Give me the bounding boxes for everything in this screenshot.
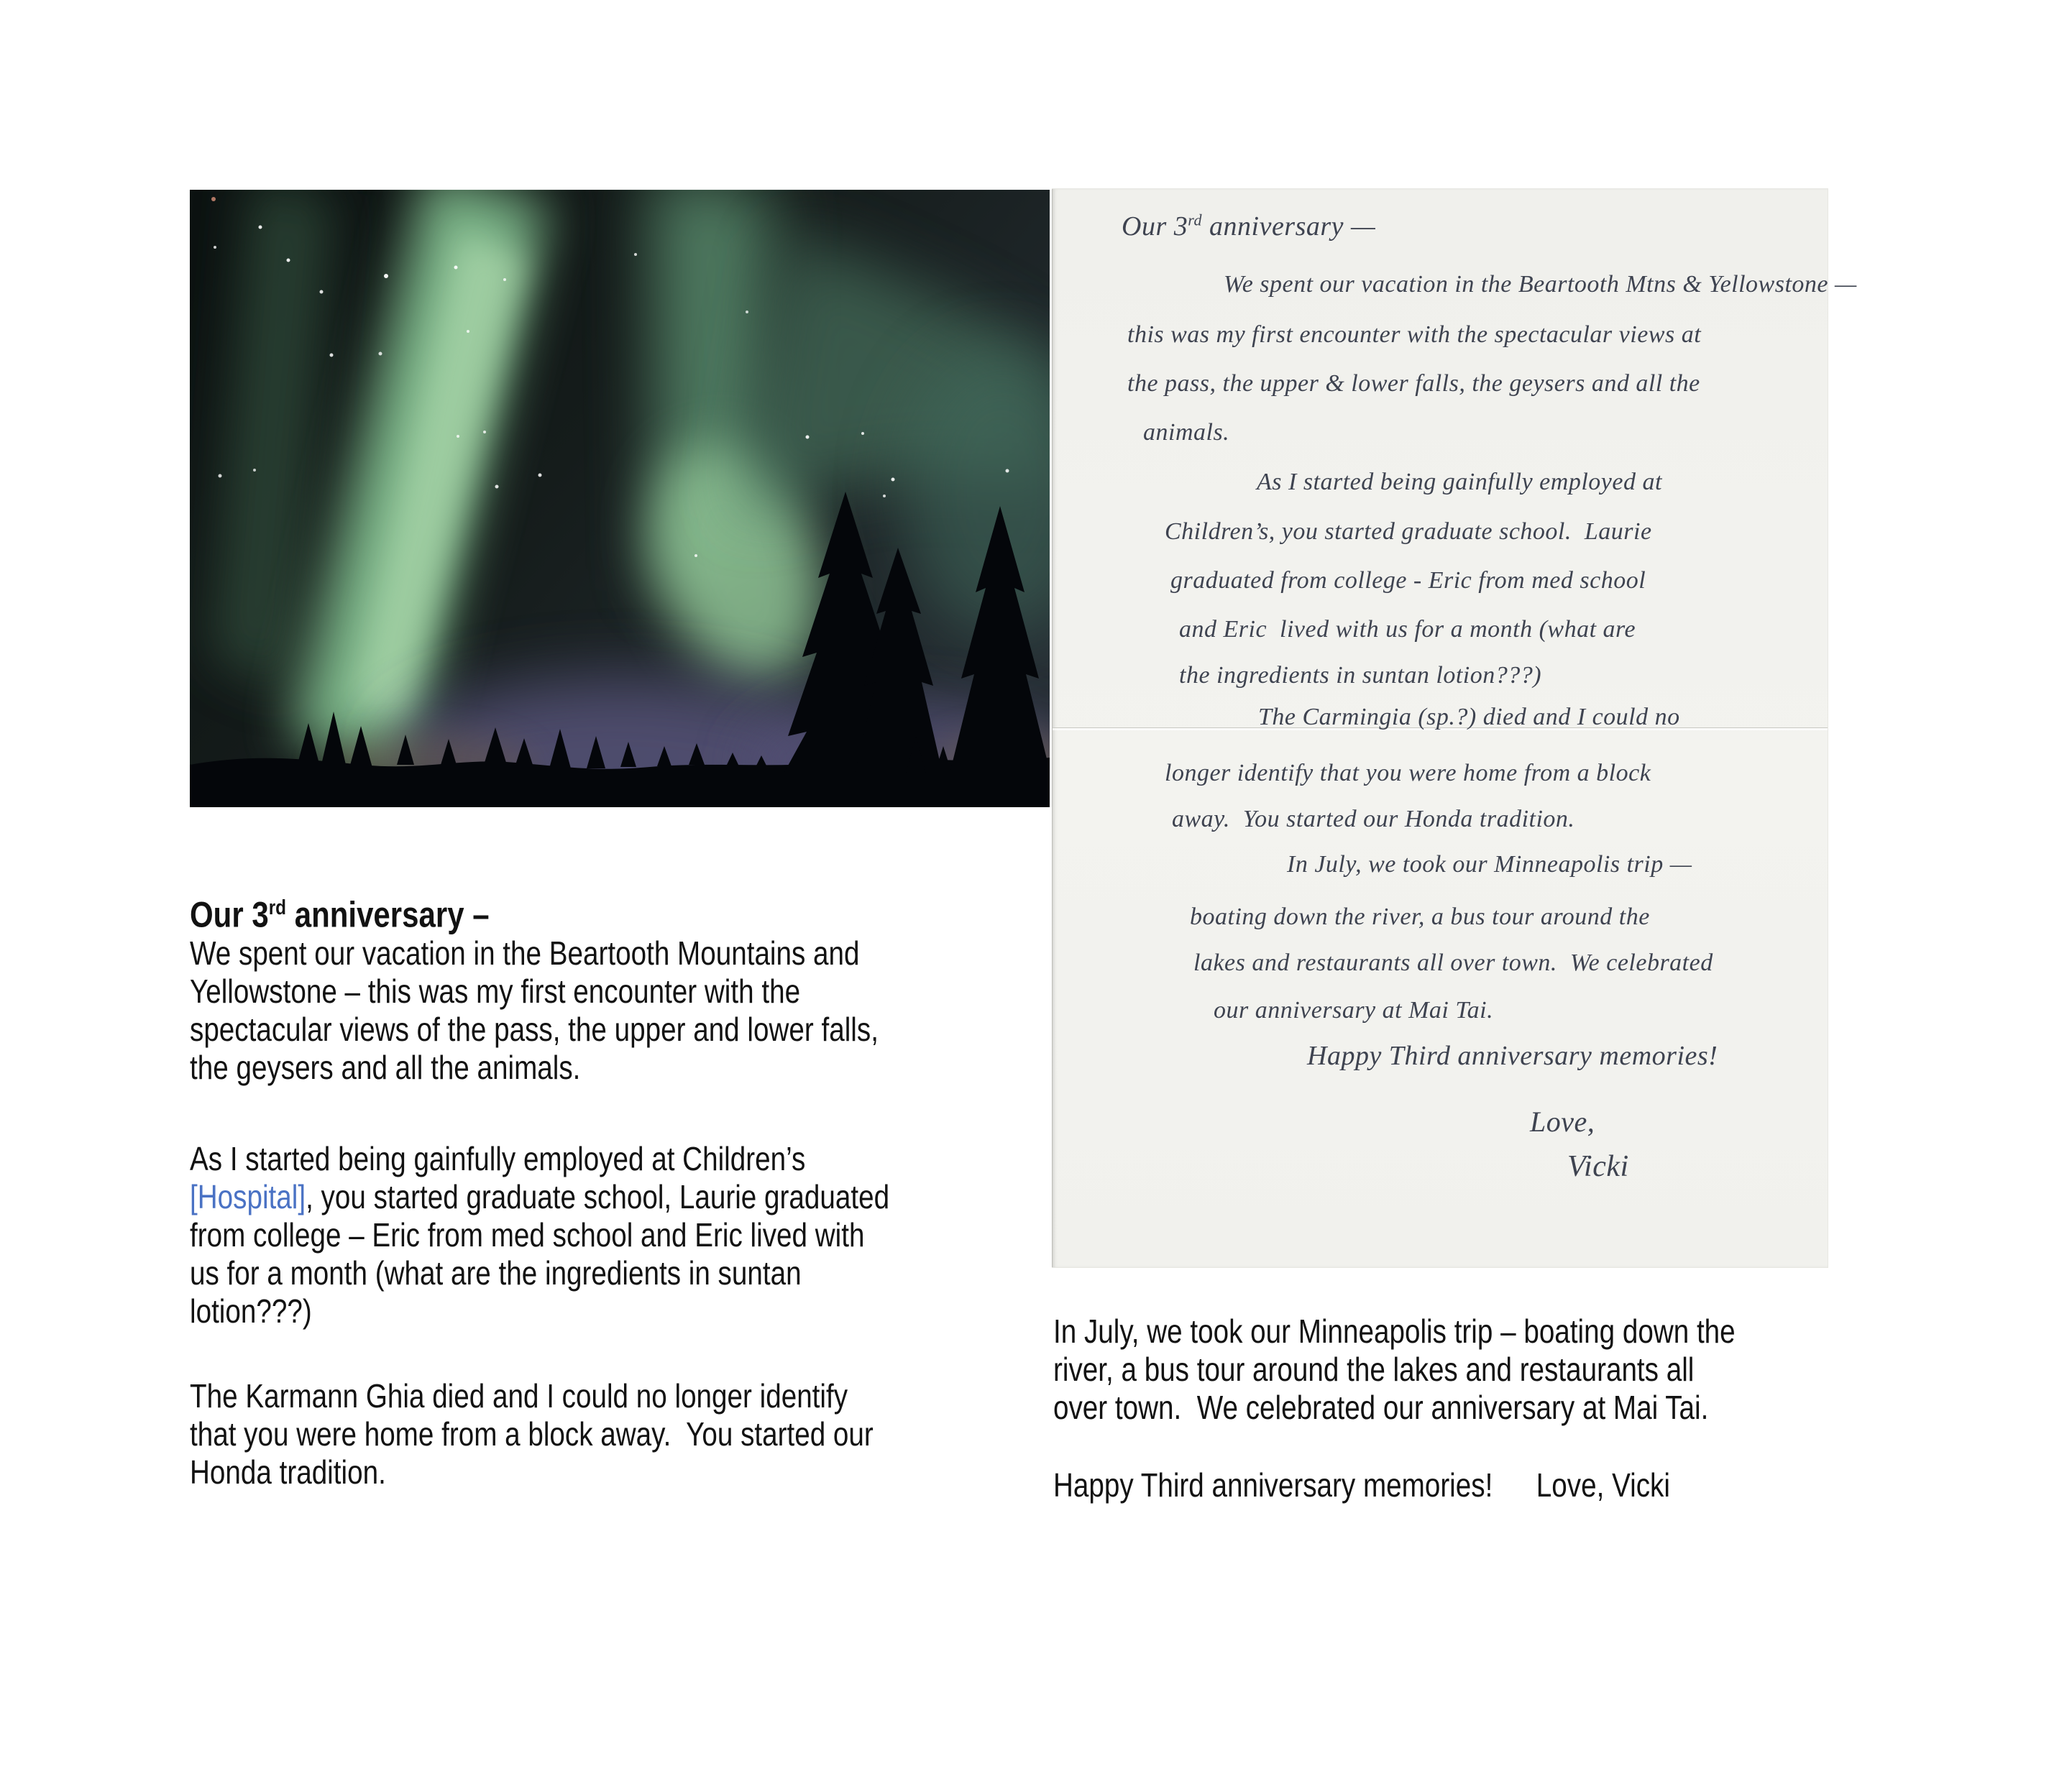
note-line: Children’s, you started graduate school. Laurie	[1165, 518, 1652, 545]
caption-title-pre: Our 3	[190, 894, 269, 935]
note-line: and Eric lived with us for a month (what are	[1179, 616, 1636, 643]
caption-p1-line: spectacular views of the pass, the upper and lower falls,	[190, 1011, 879, 1048]
note-line: We spent our vacation in the Beartooth Mtns & Yellowstone —	[1224, 271, 1857, 298]
caption-paragraph-1	[190, 934, 879, 1087]
right-paragraph-line: In July, we took our Minneapolis trip – boating down the	[1053, 1313, 1736, 1350]
right-closing-line	[1053, 1466, 1670, 1504]
right-paragraph	[1053, 1313, 1736, 1427]
note-signature: Vicki	[1567, 1150, 1629, 1183]
note-line: graduated from college - Eric from med school	[1170, 567, 1646, 594]
note-title-pre: Our 3	[1122, 211, 1188, 242]
note-line: The Carmingia (sp.?) died and I could no	[1258, 704, 1680, 730]
caption-p1-line: Yellowstone – this was my first encounter with the	[190, 973, 801, 1010]
note-line: this was my first encounter with the spectacular views at	[1127, 321, 1702, 348]
caption-p1-line: the geysers and all the animals.	[190, 1049, 581, 1086]
caption-p2-line: from college – Eric from med school and Eric lived with	[190, 1216, 865, 1254]
caption-p2-line: lotion???)	[190, 1292, 312, 1330]
right-closing-text: Happy Third anniversary memories!	[1053, 1466, 1493, 1504]
aurora-photo-art	[190, 190, 1050, 807]
caption-p1-line: We spent our vacation in the Beartooth Mountains and	[190, 934, 860, 972]
caption-title-sup: rd	[268, 896, 287, 919]
note-title-post: anniversary —	[1202, 211, 1376, 242]
caption-paragraph-2	[190, 1140, 889, 1330]
hospital-placeholder-text: [Hospital]	[190, 1178, 306, 1215]
note-closing: Happy Third anniversary memories!	[1307, 1041, 1718, 1071]
handwritten-note-card	[1053, 189, 1857, 1267]
caption-p3-line: that you were home from a block away. You started our	[190, 1415, 874, 1453]
caption-p2-line	[190, 1178, 889, 1216]
caption-p2-line: us for a month (what are the ingredients in suntan	[190, 1254, 802, 1292]
note-line: lakes and restaurants all over town. We celebrated	[1193, 950, 1713, 976]
right-signature: Love, Vicki	[1536, 1466, 1670, 1504]
note-line: As I started being gainfully employed at	[1257, 469, 1662, 495]
right-paragraph-line: over town. We celebrated our anniversary at Mai Tai.	[1053, 1389, 1709, 1426]
caption-p3-line: The Karmann Ghia died and I could no longer identify	[190, 1377, 848, 1415]
note-line: our anniversary at Mai Tai.	[1214, 997, 1494, 1024]
note-line: the pass, the upper & lower falls, the geysers and all the	[1127, 370, 1700, 397]
caption-title-post: anniversary –	[286, 894, 490, 935]
note-title-sup: rd	[1188, 211, 1203, 229]
note-line: away. You started our Honda tradition.	[1172, 806, 1575, 832]
note-valediction: Love,	[1530, 1105, 1595, 1138]
note-title	[1122, 211, 1375, 242]
note-line: In July, we took our Minneapolis trip —	[1287, 851, 1692, 878]
caption-title	[190, 887, 490, 936]
note-line: boating down the river, a bus tour around the	[1190, 904, 1650, 930]
note-line: longer identify that you were home from a block	[1165, 760, 1651, 786]
right-paragraph-line: river, a bus tour around the lakes and restaurants all	[1053, 1351, 1695, 1388]
note-line: the ingredients in suntan lotion???)	[1179, 662, 1542, 689]
note-line: animals.	[1143, 419, 1230, 446]
caption-p2-line-rest: , you started graduate school, Laurie graduated	[306, 1178, 890, 1215]
caption-p3-line: Honda tradition.	[190, 1453, 386, 1491]
caption-paragraph-3	[190, 1377, 874, 1491]
caption-p2-line: As I started being gainfully employed at Children’s	[190, 1140, 806, 1177]
aurora-photo	[190, 190, 1050, 807]
